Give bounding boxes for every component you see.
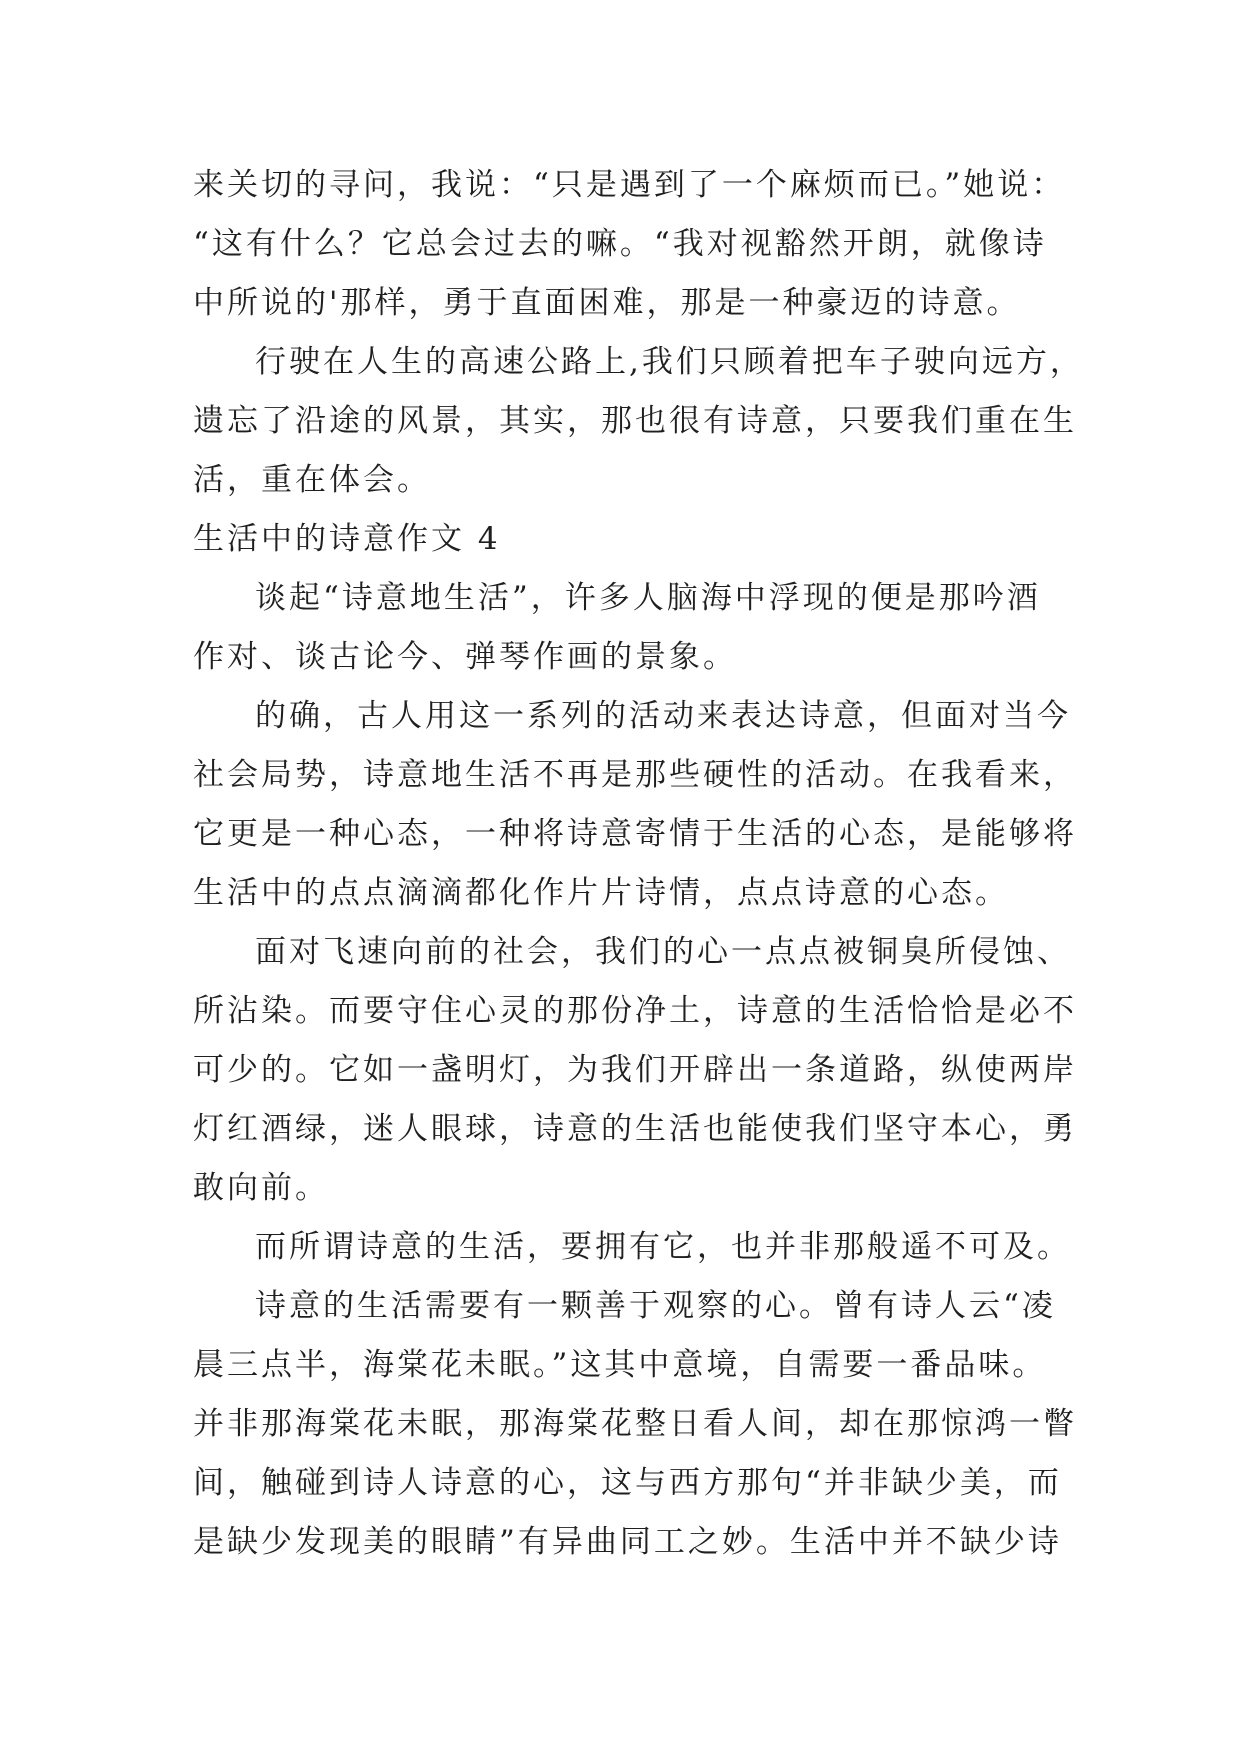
text-line: 而所谓诗意的生活，要拥有它，也并非那般遥不可及。	[255, 1229, 1071, 1265]
text-line: 的确，古人用这一系列的活动来表达诗意，但面对当今	[255, 698, 1071, 734]
text-line: 来关切的寻问，我说：“只是遇到了一个麻烦而已。”她说：	[193, 167, 1066, 203]
text-line: 间，触碰到诗人诗意的心，这与西方那句“并非缺少美，而	[193, 1465, 1062, 1501]
text-line: 作对、谈古论今、弹琴作画的景象。	[193, 639, 737, 675]
text-line: 所沾染。而要守住心灵的那份净土，诗意的生活恰恰是必不	[193, 993, 1077, 1029]
text-line: 生活中的点点滴滴都化作片片诗情，点点诗意的心态。	[193, 875, 1009, 911]
text-line: 遗忘了沿途的风景，其实，那也很有诗意，只要我们重在生	[193, 403, 1077, 439]
text-line: 诗意的生活需要有一颗善于观察的心。曾有诗人云“凌	[255, 1288, 1056, 1324]
text-line: 行驶在人生的高速公路上,我们只顾着把车子驶向远方，	[255, 344, 1084, 380]
text-line: 灯红酒绿，迷人眼球，诗意的生活也能使我们坚守本心，勇	[193, 1111, 1077, 1147]
text-line: 中所说的'那样，勇于直面困难，那是一种豪迈的诗意。	[193, 285, 1021, 321]
text-line: 面对飞速向前的社会，我们的心一点点被铜臭所侵蚀、	[255, 934, 1071, 970]
text-line: 是缺少发现美的眼睛”有异曲同工之妙。生活中并不缺少诗	[193, 1524, 1062, 1560]
text-line: 并非那海棠花未眠，那海棠花整日看人间，却在那惊鸿一瞥	[193, 1406, 1077, 1442]
text-line: 可少的。它如一盏明灯，为我们开辟出一条道路，纵使两岸	[193, 1052, 1077, 1088]
text-line: 活，重在体会。	[193, 462, 431, 498]
text-line: “这有什么？它总会过去的嘛。“我对视豁然开朗，就像诗	[193, 226, 1047, 262]
text-line: 它更是一种心态，一种将诗意寄情于生活的心态，是能够将	[193, 816, 1077, 852]
section-heading: 生活中的诗意作文 4	[193, 521, 501, 557]
text-line: 社会局势，诗意地生活不再是那些硬性的活动。在我看来，	[193, 757, 1077, 793]
text-line: 晨三点半，海棠花未眠。”这其中意境，自需要一番品味。	[193, 1347, 1047, 1383]
text-line: 谈起“诗意地生活”，许多人脑海中浮现的便是那吟酒	[255, 580, 1041, 616]
text-line: 敢向前。	[193, 1170, 329, 1206]
